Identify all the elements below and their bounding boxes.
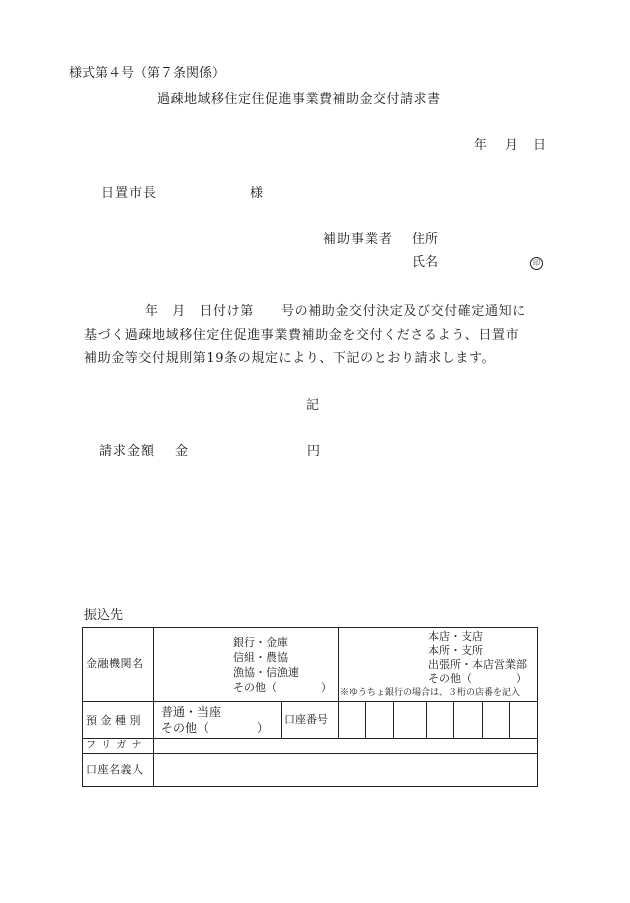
branch-type-4: その他（ ） [428,672,527,685]
account-type-option-2: その他（ ） [161,721,270,735]
amount-prefix: 金 [175,444,189,459]
body-line-1: 年 月 日付け第 号の補助金交付決定及び交付確定通知に [145,304,526,319]
date-month: 月 [505,138,519,153]
branch-type-1: 本店・支店 [428,630,483,643]
document-title: 過疎地域移住定住促進事業費補助金交付請求書 [157,92,441,107]
institution-label: 金融機関名 [86,657,144,670]
amount-unit: 円 [307,444,321,459]
institution-type-2: 信組・農協 [233,651,288,664]
institution-type-3: 漁協・信漁連 [233,666,299,679]
date-day: 日 [533,138,547,153]
yucho-note: ※ゆうちょ銀行の場合は、３桁の店番を記入 [340,688,521,698]
addressee-name: 日置市長 [101,186,158,201]
account-type-label: 預 金 種 別 [86,714,141,727]
applicant-role: 補助事業者 [323,232,394,247]
amount-label: 請求金額 [99,444,156,459]
account-holder-label: 口座名義人 [86,763,144,776]
body-line-3: 補助金等交付規則第19条の規定により、下記のとおり請求します。 [84,351,496,366]
applicant-name-label: 氏名 [412,255,439,270]
addressee-honorific: 様 [250,186,264,201]
account-number-label: 口座番号 [284,713,328,726]
institution-type-4: その他（ ） [233,681,332,694]
form-number: 様式第４号（第７条関係） [69,66,226,81]
branch-type-3: 出張所・本店営業部 [428,658,527,671]
transfer-heading: 振込先 [84,608,124,623]
seal-mark: 印 [530,257,543,270]
ki-mark: 記 [306,398,320,413]
furigana-label: フ リ ガ ナ [86,740,143,751]
applicant-address-label: 住所 [412,232,439,247]
account-type-option-1: 普通・当座 [161,705,222,719]
body-line-2: 基づく過疎地域移住定住促進事業費補助金を交付くださるよう、日置市 [84,328,520,343]
branch-type-2: 本所・支所 [428,644,483,657]
date-year: 年 [474,138,488,153]
bank-info-table [82,627,538,787]
institution-type-1: 銀行・金庫 [233,636,288,649]
